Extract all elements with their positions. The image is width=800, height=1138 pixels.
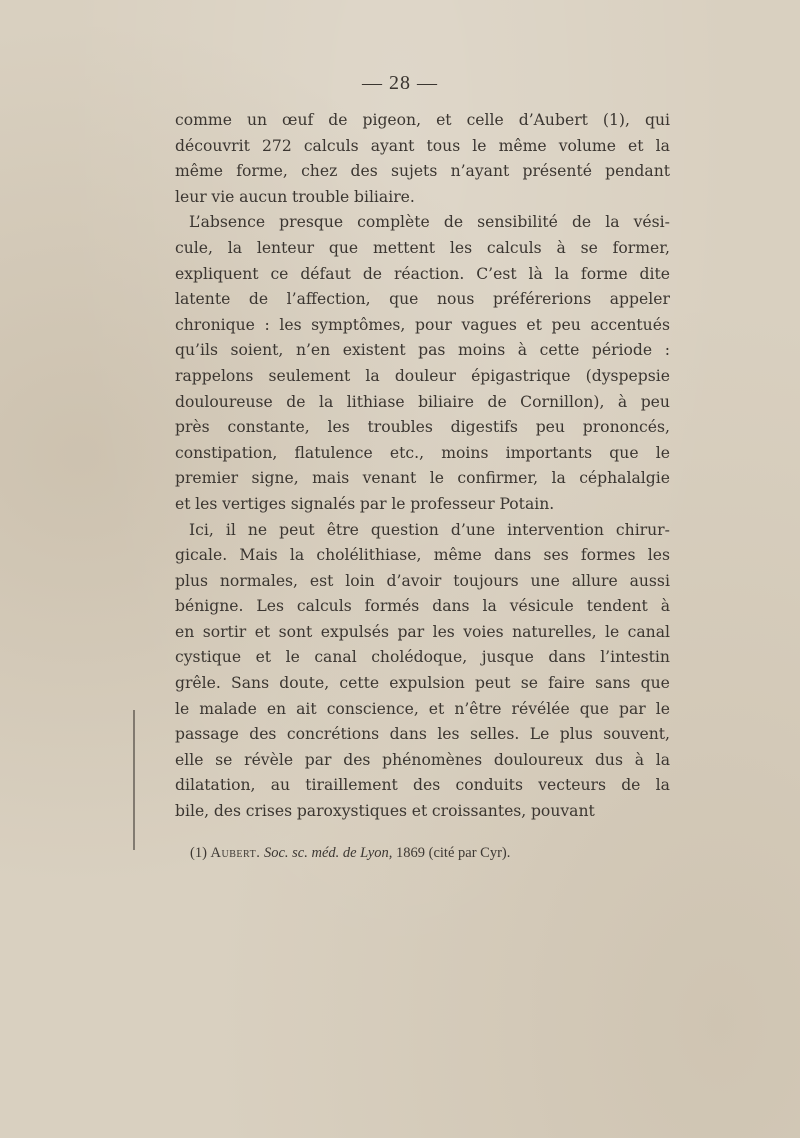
paragraph (175, 108, 670, 210)
text-line: bénigne. Les calculs formés dans la vésicule tendent à (175, 597, 670, 616)
text-line: grêle. Sans doute, cette expulsion peut se faire sans que (175, 674, 670, 693)
text-line: rappelons seulement la douleur épigastrique (dyspepsie (175, 366, 670, 385)
text-line: Ici, il ne peut être question d’une intervention chirur- (189, 520, 670, 539)
text-line: près constante, les troubles digestifs peu prononcés, (175, 418, 670, 437)
footnote (190, 845, 510, 862)
footnote-marker: (1) (190, 845, 207, 861)
text-line: et les vertiges signalés par le professeur Potain. (175, 494, 555, 513)
text-line: bile, des crises paroxystiques et croissantes, pouvant (175, 802, 595, 821)
text-line: plus normales, est loin d’avoir toujours une allure aussi (175, 571, 670, 590)
margin-mark (133, 710, 135, 850)
page-number: — 28 — (362, 72, 438, 94)
text-line: gicale. Mais la cholélithiase, même dans ses formes les (175, 546, 670, 565)
footnote-author: Aubert. (210, 845, 261, 861)
text-line: cule, la lenteur que mettent les calculs à se former, (175, 238, 670, 257)
body-text (175, 108, 670, 825)
text-line: qu’ils soient, n’en existent pas moins à cette période : (175, 341, 670, 360)
text-line: elle se révèle par des phénomènes douloureux dus à la (175, 750, 670, 769)
text-line: premier signe, mais venant le confirmer, la céphalalgie (175, 469, 670, 488)
text-line: en sortir et sont expulsés par les voies naturelles, le canal (175, 622, 670, 641)
text-line: le malade en ait conscience, et n’être révélée que par le (175, 699, 670, 718)
text-line: passage des concrétions dans les selles. Le plus souvent, (175, 725, 670, 744)
text-line: dilatation, au tiraillement des conduits vecteurs de la (175, 776, 670, 795)
text-line: constipation, flatulence etc., moins importants que le (175, 443, 670, 462)
footnote-source: Soc. sc. méd. de Lyon, (263, 845, 393, 861)
text-line: découvrit 272 calculs ayant tous le même volume et la (175, 136, 670, 155)
text-line: leur vie aucun trouble biliaire. (175, 187, 415, 206)
paragraph (175, 518, 670, 825)
text-line: L’absence presque complète de sensibilité de la vési- (189, 213, 670, 232)
paragraph (175, 210, 670, 517)
text-line: même forme, chez des sujets n’ayant présenté pendant (175, 162, 670, 181)
footnote-detail: 1869 (cité par Cyr). (396, 845, 511, 861)
text-line: latente de l’affection, que nous préférerions appeler (175, 290, 670, 309)
text-line: douloureuse de la lithiase biliaire de Cornillon), à peu (175, 392, 670, 411)
text-line: expliquent ce défaut de réaction. C’est là la forme dite (175, 264, 670, 283)
text-line: cystique et le canal cholédoque, jusque dans l’intestin (175, 648, 670, 667)
text-line: chronique : les symptômes, pour vagues et peu accentués (175, 315, 670, 334)
text-line: comme un œuf de pigeon, et celle d’Aubert (1), qui (175, 111, 670, 129)
